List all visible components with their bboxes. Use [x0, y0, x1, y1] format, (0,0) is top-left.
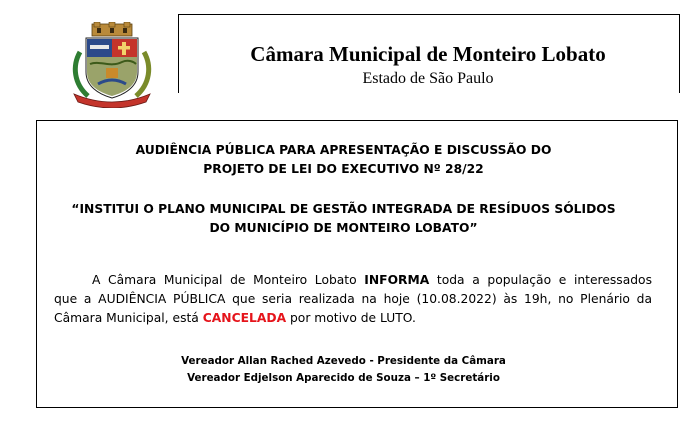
notice-quote-line1: “INSTITUI O PLANO MUNICIPAL DE GESTÃO INTEGRADA DE RESÍDUOS SÓLIDOS — [71, 202, 616, 216]
coat-of-arms-icon — [66, 22, 158, 108]
page-title: Câmara Municipal de Monteiro Lobato — [250, 42, 606, 66]
signature-president: Vereador Allan Rached Azevedo - Presidente da Câmara — [181, 355, 506, 367]
cancelled-label: CANCELADA — [202, 311, 287, 325]
notice-heading-line1: AUDIÊNCIA PÚBLICA PARA APRESENTAÇÃO E DISCUSSÃO DO — [135, 143, 552, 157]
body-line2: que a AUDIÊNCIA PÚBLICA que seria realizada na hoje (10.08.2022) às 19h, no Plenário da — [54, 292, 652, 306]
body-line1 — [54, 271, 652, 290]
body-text: por motivo de LUTO. — [286, 311, 416, 325]
notice-body — [54, 271, 652, 328]
body-bold-informa: INFORMA — [364, 273, 430, 287]
body-text: Câmara Municipal, está — [54, 311, 203, 325]
body-text: toda a população e interessados — [429, 273, 652, 287]
notice-quote-line2: DO MUNICÍPIO DE MONTEIRO LOBATO” — [209, 221, 478, 235]
body-text: A Câmara Municipal de Monteiro Lobato — [92, 273, 365, 287]
signature-secretary: Vereador Edjelson Aparecido de Souza – 1º Secretário — [187, 372, 500, 384]
notice-heading-line2: PROJETO DE LEI DO EXECUTIVO Nº 28/22 — [203, 162, 484, 176]
header — [178, 14, 678, 92]
page-subtitle: Estado de São Paulo — [362, 70, 494, 87]
body-line3 — [54, 309, 652, 328]
